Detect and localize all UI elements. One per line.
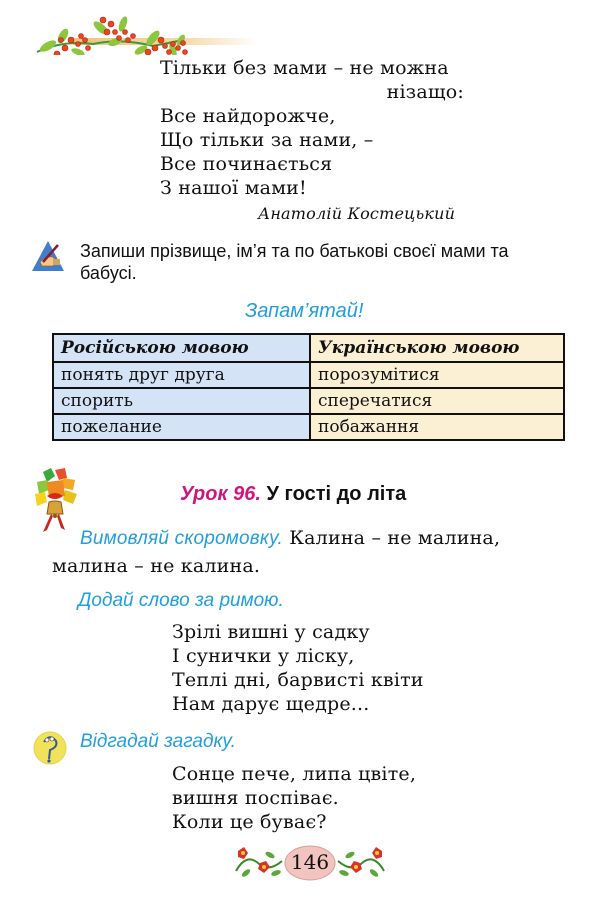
berry-branch-icon: [33, 10, 258, 55]
poem-line: Теплі дні, барвисті квіти: [172, 669, 424, 691]
task-write-names: [80, 240, 570, 284]
page-number: 146: [290, 850, 330, 874]
column-header-ukrainian: Українською мовою: [310, 334, 564, 362]
poem-line: нізащо:: [386, 81, 464, 103]
table-cell-russian: пожелание: [53, 414, 310, 440]
rhyme-instruction: Додай слово за римою.: [78, 590, 284, 611]
poem-line: Все починається: [160, 153, 333, 175]
riddle-instruction: Відгадай загадку.: [80, 731, 236, 752]
lesson-title: [180, 483, 406, 506]
poem-line: Коли це буває?: [172, 811, 327, 833]
task-text-line: Запиши прізвище, ім’я та по батькові своєї мами та: [80, 241, 509, 261]
poem-line: Сонце пече, липа цвіте,: [172, 763, 417, 785]
writing-hand-icon: [31, 240, 65, 272]
vocabulary-table: [52, 333, 565, 441]
poem-line: Тільки без мами – не можна: [160, 57, 449, 79]
tongue-twister-text: малина – не калина.: [52, 555, 261, 577]
tongue-twister-instruction: Вимовляй скоромовку.: [80, 528, 283, 549]
lesson-number: Урок 96.: [180, 483, 261, 505]
question-mark-icon: [33, 731, 67, 765]
poem-line: Зрілі вишні у садку: [172, 621, 370, 643]
table-cell-russian: спорить: [53, 388, 310, 414]
tongue-twister-text: Калина – не малина,: [289, 527, 501, 549]
lesson-title-text: У гості до літа: [266, 483, 407, 505]
tongue-twister: [52, 526, 567, 578]
poem-line: Нам дарує щедре...: [172, 693, 370, 715]
poem-line: Що тільки за нами, –: [160, 129, 374, 151]
table-row: [53, 414, 564, 440]
table-row: [53, 388, 564, 414]
table-cell-ukrainian: порозумітися: [310, 362, 564, 388]
table-row: [53, 362, 564, 388]
column-header-russian: Російською мовою: [53, 334, 310, 362]
table-header-row: [53, 334, 564, 362]
poem-line: З нашої мами!: [160, 177, 307, 199]
poem-stanza: [160, 56, 480, 200]
remember-heading: Запам’ятай!: [245, 300, 364, 322]
table-cell-russian: понять друг друга: [53, 362, 310, 388]
rhyme-poem: [172, 620, 424, 716]
poem-line: І сунички у ліску,: [172, 645, 355, 667]
poem-line: вишня поспіває.: [172, 787, 339, 809]
task-text-line: бабусі.: [80, 263, 137, 283]
poem-author: Анатолій Костецький: [258, 204, 456, 223]
poem-line: Все найдорожче,: [160, 105, 336, 127]
riddle-poem: [172, 762, 416, 834]
table-cell-ukrainian: побажання: [310, 414, 564, 440]
table-cell-ukrainian: сперечатися: [310, 388, 564, 414]
floral-ornament-icon: [232, 843, 388, 885]
